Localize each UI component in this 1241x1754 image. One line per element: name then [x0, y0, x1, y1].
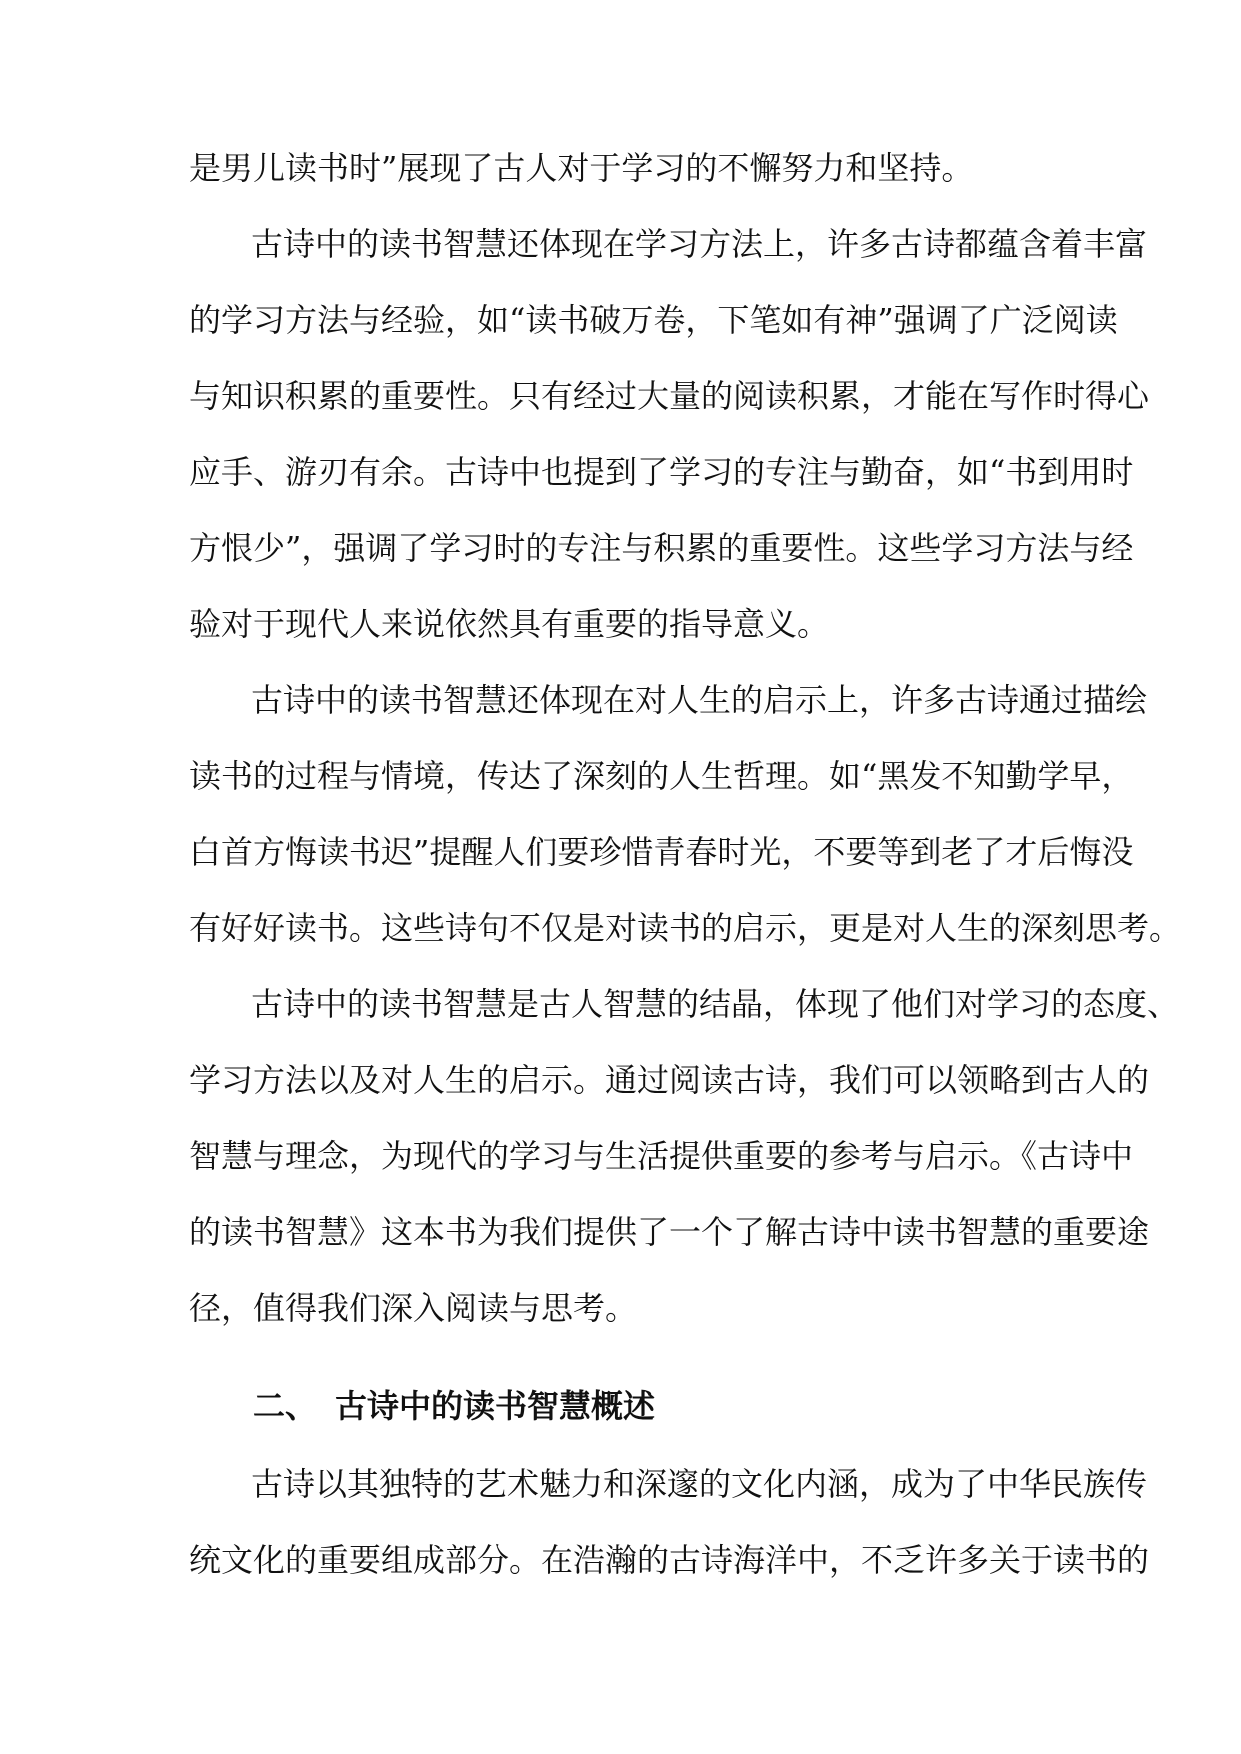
text-line: 统文化的重要组成部分。在浩瀚的古诗海洋中，不乏许多关于读书的	[189, 1541, 1150, 1579]
text-line: 白首方悔读书迟”提醒人们要珍惜青春时光，不要等到老了才后悔没	[189, 833, 1134, 871]
text-line: 古诗以其独特的艺术魅力和深邃的文化内涵，成为了中华民族传	[251, 1465, 1148, 1503]
section-number: 二、	[253, 1387, 318, 1425]
section-heading	[189, 1368, 1054, 1444]
paragraph-life-inspiration	[189, 662, 1182, 966]
paragraph-learning-methods	[189, 206, 1150, 662]
text-line: 的读书智慧》这本书为我们提供了一个了解古诗中读书智慧的重要途	[189, 1213, 1150, 1251]
text-line: 验对于现代人来说依然具有重要的指导意义。	[189, 605, 830, 643]
paragraph-overview	[189, 1446, 1150, 1598]
paragraph-continued	[189, 130, 1054, 206]
text-line: 方恨少”，强调了学习时的专注与积累的重要性。这些学习方法与经	[189, 529, 1134, 567]
document-body	[189, 130, 1182, 1598]
text-line: 学习方法以及对人生的启示。通过阅读古诗，我们可以领略到古人的	[189, 1061, 1150, 1099]
text-line: 应手、游刃有余。古诗中也提到了学习的专注与勤奋，如“书到用时	[189, 453, 1134, 491]
text-line: 的学习方法与经验，如“读书破万卷，下笔如有神”强调了广泛阅读	[189, 301, 1118, 339]
text-line: 古诗中的读书智慧还体现在对人生的启示上，许多古诗通过描绘	[251, 681, 1148, 719]
text-line: 古诗中的读书智慧是古人智慧的结晶，体现了他们对学习的态度、	[251, 985, 1180, 1023]
text-line: 古诗中的读书智慧还体现在学习方法上，许多古诗都蕴含着丰富	[251, 225, 1148, 263]
text-line: 读书的过程与情境，传达了深刻的人生哲理。如“黑发不知勤学早，	[189, 757, 1134, 795]
text-line: 智慧与理念，为现代的学习与生活提供重要的参考与启示。《古诗中	[189, 1137, 1134, 1175]
section-title: 古诗中的读书智慧概述	[335, 1387, 656, 1425]
text-line: 有好好读书。这些诗句不仅是对读书的启示，更是对人生的深刻思考。	[189, 909, 1182, 947]
text-line: 与知识积累的重要性。只有经过大量的阅读积累，才能在写作时得心	[189, 377, 1150, 415]
paragraph-summary	[189, 966, 1180, 1346]
text-line: 径，值得我们深入阅读与思考。	[189, 1289, 638, 1327]
text-line: 是男儿读书时”展现了古人对于学习的不懈努力和坚持。	[189, 149, 974, 187]
